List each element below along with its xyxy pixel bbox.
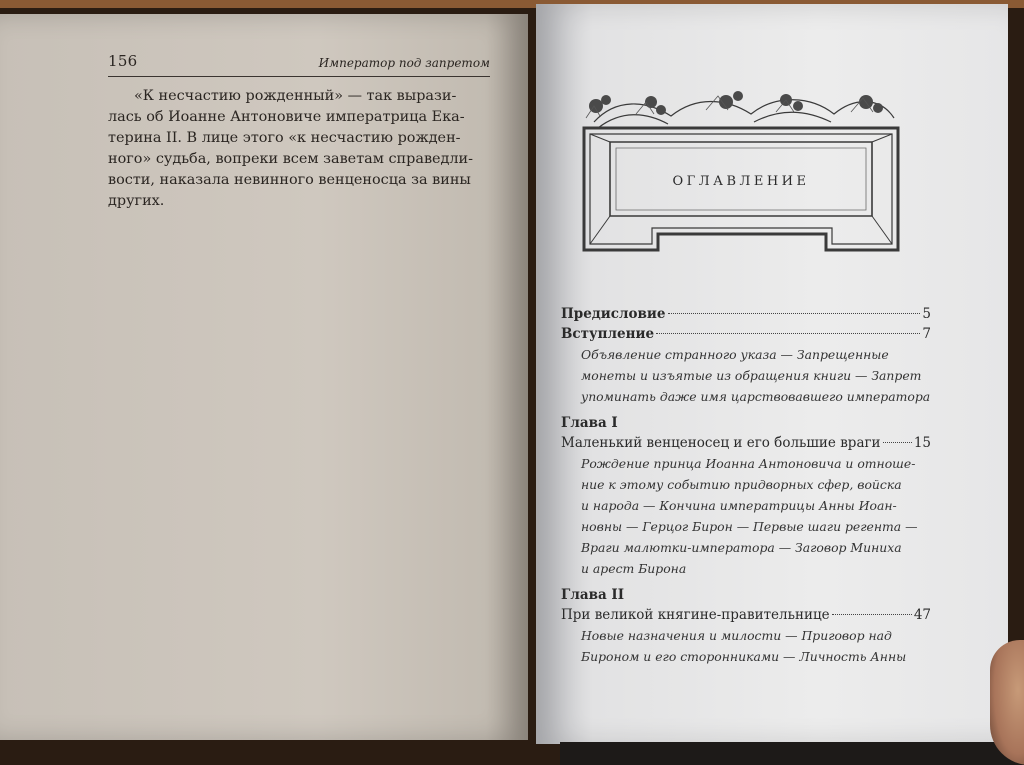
description-line: Враги малютки-императора — Заговор Миниха	[581, 540, 902, 555]
description-line: упоминать даже имя царствовавшего императора	[581, 389, 931, 404]
page-number: 156	[108, 52, 138, 70]
toc-entry-label: Глава I	[561, 415, 618, 431]
toc-entry-page: 47	[913, 607, 931, 623]
toc-entry-glava-2-title[interactable]	[561, 605, 931, 625]
body-paragraph	[108, 86, 492, 212]
toc-entry-description	[561, 453, 931, 579]
paragraph-line: ного» судьба, вопреки всем заветам справедли-	[108, 151, 474, 167]
left-page-header	[108, 50, 490, 77]
ornamental-frame-icon	[576, 88, 906, 258]
toc-entry-label: Глава II	[561, 587, 625, 603]
toc-entry-page: 15	[913, 435, 931, 451]
right-page	[536, 4, 1008, 744]
paragraph-line: вости, наказала невинного венценосца за вины	[108, 172, 471, 188]
toc-entry-glava-1-title[interactable]	[561, 433, 931, 453]
paragraph-line: других.	[108, 193, 165, 209]
toc-entry-page: 5	[922, 306, 931, 322]
description-line: Объявление странного указа — Запрещенные	[581, 347, 889, 362]
toc-entry-vstuplenie[interactable]	[561, 324, 931, 344]
paragraph-line: «К несчастию рожденный» — так вырази-	[134, 88, 457, 104]
description-line: и арест Бирона	[581, 561, 687, 576]
toc-entry-label: Вступление	[561, 326, 655, 342]
toc-entry-subtitle: Маленький венценосец и его большие враги	[561, 435, 881, 451]
paragraph-line: лась об Иоанне Антоновиче императрица Ека-	[108, 109, 465, 125]
left-page	[0, 14, 528, 740]
table-of-contents	[561, 304, 931, 667]
leader-dots	[832, 614, 912, 615]
running-title: Император под запретом	[318, 56, 490, 70]
description-line: новны — Герцог Бирон — Первые шаги регента —	[581, 519, 918, 534]
description-line: монеты и изъятые из обращения книги — Запрет	[581, 368, 922, 383]
leader-dots	[668, 313, 921, 314]
toc-entry-glava-1[interactable]	[561, 413, 931, 433]
toc-heading: ОГЛАВЛЕНИЕ	[672, 174, 810, 189]
toc-entry-glava-2[interactable]	[561, 585, 931, 605]
description-line: Бироном и его сторонниками — Личность Анны	[581, 649, 907, 664]
leader-dots	[883, 442, 912, 443]
book-bottom-edge	[560, 742, 1024, 765]
description-line: и народа — Кончина императрицы Анны Иоан-	[581, 498, 897, 513]
toc-entry-page: 7	[922, 326, 931, 342]
toc-entry-label: Предисловие	[561, 306, 666, 322]
description-line: Новые назначения и милости — Приговор над	[581, 628, 892, 643]
leader-dots	[656, 333, 920, 334]
paragraph-line: терина II. В лице этого «к несчастию рожден-	[108, 130, 461, 146]
toc-entry-description	[561, 344, 931, 407]
toc-entry-predislovie[interactable]	[561, 304, 931, 324]
toc-entry-description	[561, 625, 931, 667]
description-line: ние к этому событию придворных сфер, войска	[581, 477, 902, 492]
description-line: Рождение принца Иоанна Антоновича и отноше-	[581, 456, 916, 471]
toc-entry-subtitle: При великой княгине-правительнице	[561, 607, 830, 623]
